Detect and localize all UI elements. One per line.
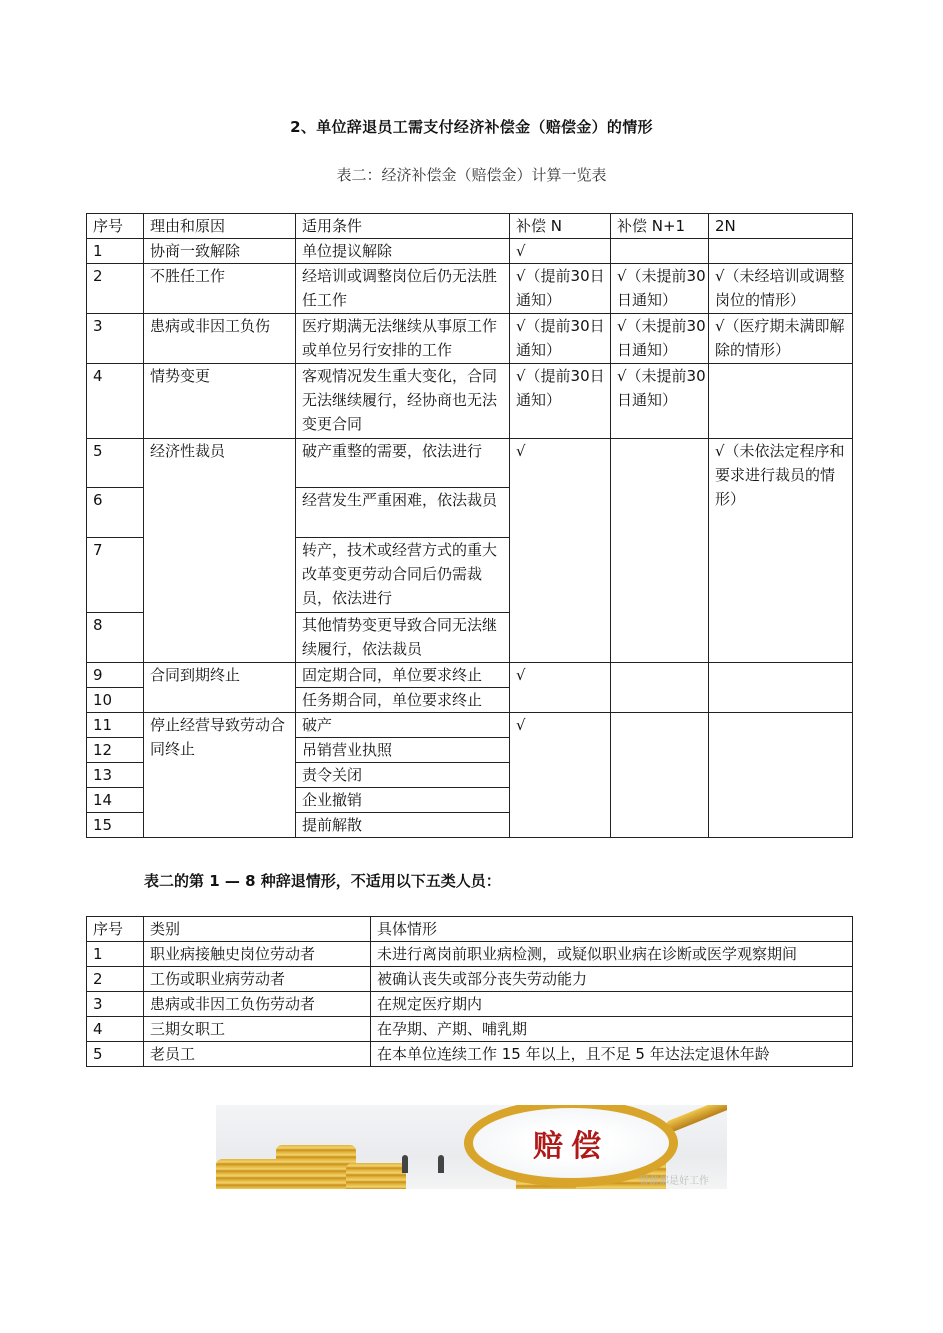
- expiry-reason: 合同到期终止: [144, 663, 296, 713]
- table-row: [87, 992, 853, 1017]
- row-condition: 提前解散: [296, 813, 510, 838]
- row-number: 4: [87, 364, 144, 439]
- row-number: 9: [87, 663, 144, 688]
- table-header-row: [87, 917, 853, 942]
- expiry-n-plus-1: [611, 663, 709, 713]
- header-cell: 序号: [87, 917, 144, 942]
- table-row: [87, 314, 853, 364]
- exclusion-note: 表二的第 1 — 8 种辞退情形，不适用以下五类人员：: [144, 872, 501, 890]
- row-condition: 任务期合同，单位要求终止: [296, 688, 510, 713]
- row-detail: 在本单位连续工作 15 年以上，且不足 5 年达法定退休年龄: [371, 1042, 853, 1067]
- table-row: [87, 713, 853, 738]
- row-number: 13: [87, 763, 144, 788]
- row-detail: 被确认丧失或部分丧失劳动能力: [371, 967, 853, 992]
- row-detail: 未进行离岗前职业病检测，或疑似职业病在诊断或医学观察期间: [371, 942, 853, 967]
- row-reason: 协商一致解除: [144, 239, 296, 264]
- banner-subtitle: 带薪都是好工作: [639, 1176, 709, 1187]
- row-number: 15: [87, 813, 144, 838]
- table-row: [87, 1017, 853, 1042]
- table-row: [87, 1042, 853, 1067]
- magnifier-handle-icon: [664, 1105, 727, 1134]
- row-number: 5: [87, 439, 144, 488]
- row-2n: [709, 364, 853, 439]
- row-condition: 破产重整的需要，依法进行: [296, 439, 510, 488]
- compensation-banner-image: [216, 1105, 727, 1189]
- row-condition: 吊销营业执照: [296, 738, 510, 763]
- row-number: 2: [87, 967, 144, 992]
- cessation-reason: 停止经营导致劳动合同终止: [144, 713, 296, 838]
- row-number: 10: [87, 688, 144, 713]
- person-figure-icon: [402, 1155, 408, 1173]
- row-condition: 经营发生严重困难，依法裁员: [296, 488, 510, 538]
- row-condition: 其他情势变更导致合同无法继续履行，依法裁员: [296, 613, 510, 663]
- compensation-table: [86, 213, 853, 838]
- row-category: 患病或非因工负伤劳动者: [144, 992, 371, 1017]
- header-cell: 具体情形: [371, 917, 853, 942]
- layoff-n-plus-1: [611, 439, 709, 663]
- row-condition: 客观情况发生重大变化，合同无法继续履行，经协商也无法变更合同: [296, 364, 510, 439]
- row-n: √（提前30日通知）: [510, 264, 611, 314]
- row-n: √（提前30日通知）: [510, 364, 611, 439]
- row-condition: 转产，技术或经营方式的重大改革变更劳动合同后仍需裁员，依法进行: [296, 538, 510, 613]
- section-heading: 2、单位辞退员工需支付经济补偿金（赔偿金）的情形: [290, 118, 653, 136]
- row-2n: [709, 239, 853, 264]
- row-number: 1: [87, 942, 144, 967]
- row-number: 12: [87, 738, 144, 763]
- row-number: 6: [87, 488, 144, 538]
- row-2n: √（未经培训或调整岗位的情形）: [709, 264, 853, 314]
- row-condition: 医疗期满无法继续从事原工作或单位另行安排的工作: [296, 314, 510, 364]
- table-caption: 表二：经济补偿金（赔偿金）计算一览表: [336, 166, 607, 184]
- row-condition: 企业撤销: [296, 788, 510, 813]
- row-n-plus-1: √（未提前30日通知）: [611, 264, 709, 314]
- row-number: 4: [87, 1017, 144, 1042]
- expiry-2n: [709, 663, 853, 713]
- table-row: [87, 239, 853, 264]
- row-reason: 不胜任工作: [144, 264, 296, 314]
- row-n-plus-1: √（未提前30日通知）: [611, 364, 709, 439]
- row-detail: 在规定医疗期内: [371, 992, 853, 1017]
- row-category: 老员工: [144, 1042, 371, 1067]
- row-number: 5: [87, 1042, 144, 1067]
- table-row: [87, 942, 853, 967]
- header-cell: 类别: [144, 917, 371, 942]
- banner-label: 赔偿: [533, 1129, 609, 1164]
- row-condition: 责令关闭: [296, 763, 510, 788]
- row-category: 工伤或职业病劳动者: [144, 967, 371, 992]
- expiry-n: √: [510, 663, 611, 713]
- row-n: √: [510, 239, 611, 264]
- cessation-n-plus-1: [611, 713, 709, 838]
- row-number: 1: [87, 239, 144, 264]
- table-row: [87, 663, 853, 688]
- row-number: 8: [87, 613, 144, 663]
- header-cell: 序号: [87, 214, 144, 239]
- header-cell: 2N: [709, 214, 853, 239]
- layoff-n: √: [510, 439, 611, 663]
- table-row: [87, 967, 853, 992]
- header-cell: 补偿 N: [510, 214, 611, 239]
- table-header-row: [87, 214, 853, 239]
- layoff-reason: 经济性裁员: [144, 439, 296, 663]
- header-cell: 理由和原因: [144, 214, 296, 239]
- row-condition: 单位提议解除: [296, 239, 510, 264]
- row-2n: √（医疗期未满即解除的情形）: [709, 314, 853, 364]
- row-reason: 情势变更: [144, 364, 296, 439]
- row-number: 3: [87, 314, 144, 364]
- row-condition: 固定期合同，单位要求终止: [296, 663, 510, 688]
- person-figure-icon: [438, 1155, 444, 1173]
- row-number: 3: [87, 992, 144, 1017]
- row-reason: 患病或非因工负伤: [144, 314, 296, 364]
- cessation-2n: [709, 713, 853, 838]
- row-number: 2: [87, 264, 144, 314]
- row-n-plus-1: [611, 239, 709, 264]
- row-condition: 经培训或调整岗位后仍无法胜任工作: [296, 264, 510, 314]
- exclusions-table: [86, 916, 853, 1067]
- row-number: 14: [87, 788, 144, 813]
- coin-stack-icon: [276, 1145, 356, 1189]
- header-cell: 适用条件: [296, 214, 510, 239]
- cessation-n: √: [510, 713, 611, 838]
- row-detail: 在孕期、产期、哺乳期: [371, 1017, 853, 1042]
- layoff-2n: √（未依法定程序和要求进行裁员的情形）: [709, 439, 853, 663]
- row-number: 7: [87, 538, 144, 613]
- table-row: [87, 364, 853, 439]
- row-category: 三期女职工: [144, 1017, 371, 1042]
- row-n: √（提前30日通知）: [510, 314, 611, 364]
- coin-stack-icon: [346, 1163, 406, 1189]
- row-condition: 破产: [296, 713, 510, 738]
- row-category: 职业病接触史岗位劳动者: [144, 942, 371, 967]
- row-number: 11: [87, 713, 144, 738]
- header-cell: 补偿 N+1: [611, 214, 709, 239]
- table-row: [87, 439, 853, 488]
- row-n-plus-1: √（未提前30日通知）: [611, 314, 709, 364]
- table-row: [87, 264, 853, 314]
